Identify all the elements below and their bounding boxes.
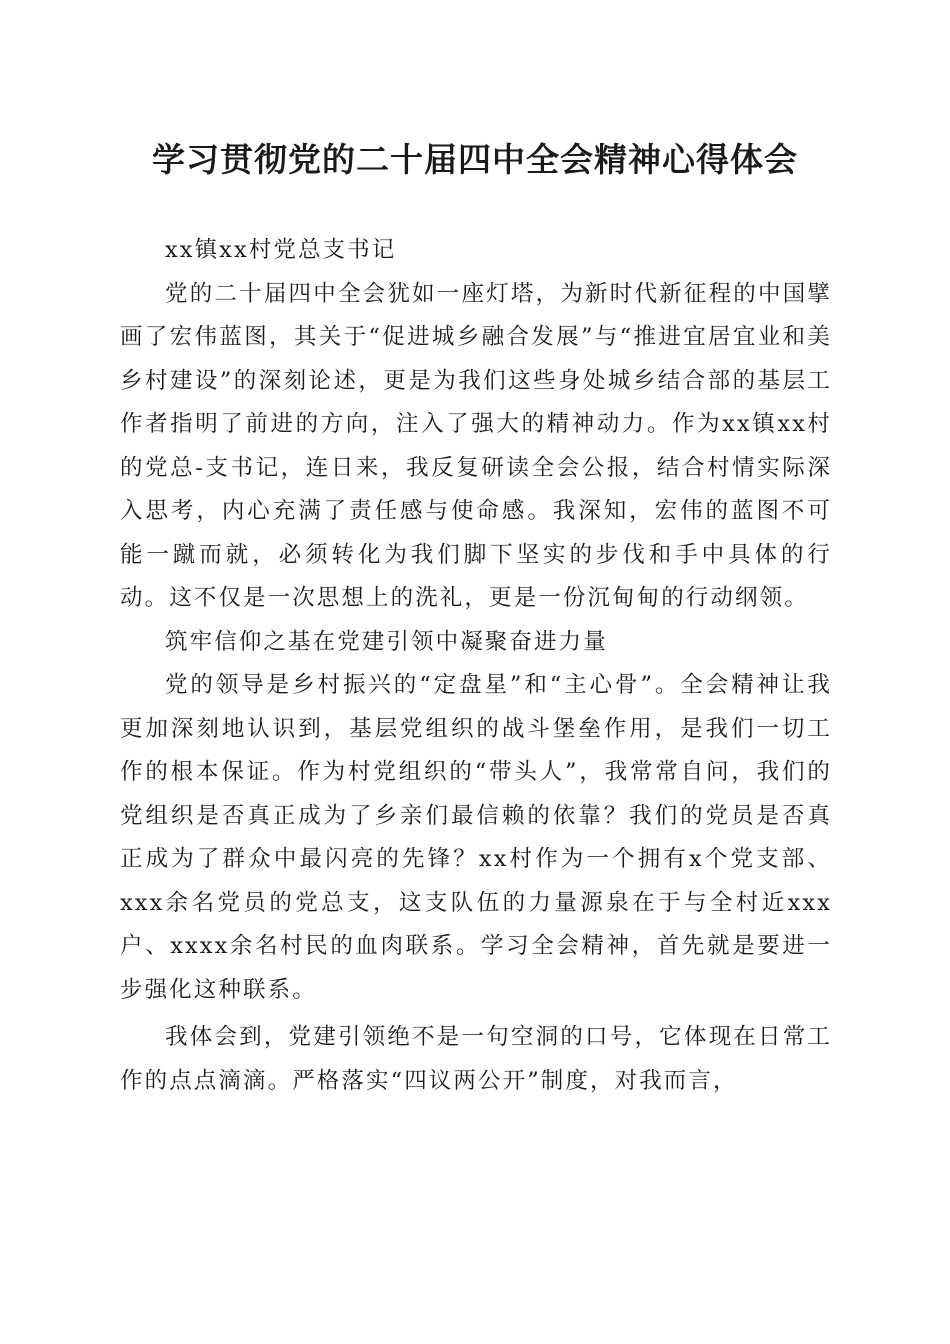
paragraph-intro: 党的二十届四中全会犹如一座灯塔，为新时代新征程的中国擘画了宏伟蓝图，其关于“促进城乡融合发展”与“推进宜居宜业和美乡村建设”的深刻论述，更是为我们这些身处城乡结合部的基层工作者指明了前进的方向，注入了强大的精神动力。作为xx镇xx村的党总-支书记，连日来，我反复研读全会公报，结合村情实际深入思考，内心充满了责任感与使命感。我深知，宏伟的蓝图不可能一蹴而就，必须转化为我们脚下坚实的步伐和手中具体的行动。这不仅是一次思想上的洗礼，更是一份沉甸甸的行动纲领。 [120,280,832,611]
author-line: xx镇xx村党总支书记 [165,237,397,263]
paragraph-party-building: 我体会到，党建引领绝不是一句空洞的口号，它体现在日常工作的点点滴滴。严格落实“四议两公开”制度，对我而言， [120,1024,832,1094]
section-heading: 筑牢信仰之基在党建引领中凝聚奋进力量 [165,628,608,655]
document-body [120,229,832,1103]
paragraph-party-leadership: 党的领导是乡村振兴的“定盘星”和“主心骨”。全会精神让我更加深刻地认识到，基层党组织的战斗堡垒作用，是我们一切工作的根本保证。作为村党组织的“带头人”，我常常自问，我们的党组织是否真正成为了乡亲们最信赖的依靠？我们的党员是否真正成为了群众中最闪亮的先锋？xx村作为一个拥有x个党支部、xxx余名党员的党总支，这支队伍的力量源泉在于与全村近xxx户、xxxx余名村民的血肉联系。学习全会精神，首先就是要进一步强化这种联系。 [120,672,832,1003]
document-title: 学习贯彻党的二十届四中全会精神心得体会 [152,140,798,179]
